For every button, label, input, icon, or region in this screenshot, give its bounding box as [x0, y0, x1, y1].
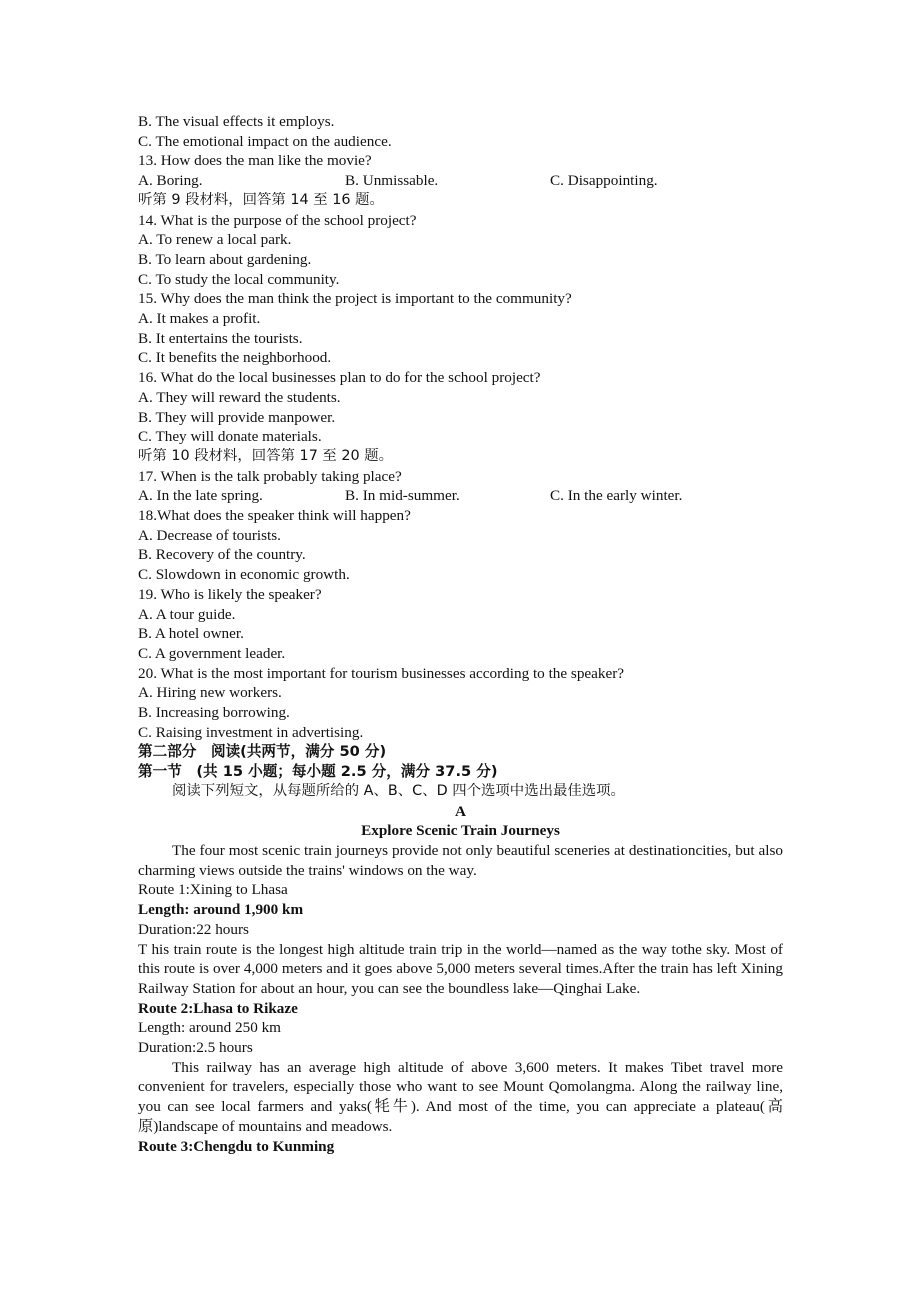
route-2-body: This railway has an average high altitude of above 3,600 meters. It makes Tibet travel more convenient for travelers, especially those who want to see Mount Qomolangma. Along the railway line, you can see local farmers and yaks(牦牛). And most of the time, you can appreciate a plateau(高原)landscape of mountains and meadows. — [138, 1058, 783, 1135]
option-15-c: C. It benefits the neighborhood. — [138, 349, 332, 367]
option-18-a: A. Decrease of tourists. — [138, 526, 281, 544]
question-stem-17: 17. When is the talk probably taking place? — [138, 467, 402, 485]
question-stem-14: 14. What is the purpose of the school project? — [138, 211, 417, 229]
option-14-b: B. To learn about gardening. — [138, 250, 312, 268]
part-two-heading: 第二部分 阅读(共两节，满分 50 分) — [138, 743, 387, 761]
passage-intro: The four most scenic train journeys provide not only beautiful sceneries at destinationcities, but also charming views outside the trains' windows on the way. — [138, 841, 783, 879]
exam-page-body — [138, 112, 783, 1156]
listening-direction-10: 听第 10 段材料，回答第 17 至 20 题。 — [138, 447, 394, 464]
option-14-a: A. To renew a local park. — [138, 231, 292, 249]
option-17-b: B. In mid-summer. — [345, 487, 460, 505]
option-20-b: B. Increasing borrowing. — [138, 704, 290, 722]
option-19-b: B. A hotel owner. — [138, 625, 244, 643]
question-stem-18: 18.What does the speaker think will happen? — [138, 507, 411, 525]
option-16-b: B. They will provide manpower. — [138, 408, 336, 426]
route-3-name: Route 3:Chengdu to Kunming — [138, 1137, 335, 1155]
route-2-length: Length: around 250 km — [138, 1019, 281, 1037]
option-13-b: B. Unmissable. — [345, 172, 439, 190]
route-1-name: Route 1:Xining to Lhasa — [138, 881, 288, 899]
option-15-b: B. It entertains the tourists. — [138, 329, 303, 347]
route-2-name: Route 2:Lhasa to Rikaze — [138, 999, 298, 1017]
question-stem-15: 15. Why does the man think the project is important to the community? — [138, 290, 572, 308]
option-line: C. The emotional impact on the audience. — [138, 132, 392, 150]
option-17-a: A. In the late spring. — [138, 487, 263, 505]
section-one-instruction: 阅读下列短文，从每题所给的 A、B、C、D 四个选项中选出最佳选项。 — [172, 782, 625, 799]
section-one-heading: 第一节 (共 15 小题；每小题 2.5 分，满分 37.5 分) — [138, 763, 498, 781]
option-14-c: C. To study the local community. — [138, 270, 340, 288]
option-18-c: C. Slowdown in economic growth. — [138, 566, 350, 584]
passage-title: Explore Scenic Train Journeys — [361, 822, 560, 840]
option-16-a: A. They will reward the students. — [138, 388, 341, 406]
option-row-13 — [138, 171, 783, 191]
route-1-duration: Duration:22 hours — [138, 920, 249, 938]
option-line: B. The visual effects it employs. — [138, 113, 335, 130]
option-20-c: C. Raising investment in advertising. — [138, 723, 364, 741]
question-stem-19: 19. Who is likely the speaker? — [138, 585, 322, 603]
route-1-length: Length: around 1,900 km — [138, 901, 304, 919]
question-stem-20: 20. What is the most important for tourism businesses according to the speaker? — [138, 664, 625, 682]
question-stem-13: 13. How does the man like the movie? — [138, 152, 372, 170]
option-13-c: C. Disappointing. — [550, 172, 658, 190]
route-2-duration: Duration:2.5 hours — [138, 1039, 253, 1057]
option-16-c: C. They will donate materials. — [138, 428, 322, 446]
option-17-c: C. In the early winter. — [550, 487, 683, 505]
option-20-a: A. Hiring new workers. — [138, 684, 282, 702]
passage-label-a: A — [455, 802, 466, 820]
option-row-17 — [138, 486, 783, 506]
option-13-a: A. Boring. — [138, 172, 203, 190]
route-1-body: T his train route is the longest high altitude train trip in the world—named as the way tothe sky. Most of this route is over 4,000 meters and it goes above 5,000 meters several times.After the train has left Xining Railway Station for about an hour, you can see the boundless lake—Qinghai Lake. — [138, 940, 783, 997]
option-19-c: C. A government leader. — [138, 644, 286, 662]
question-stem-16: 16. What do the local businesses plan to do for the school project? — [138, 369, 541, 387]
option-19-a: A. A tour guide. — [138, 605, 236, 623]
listening-direction-9: 听第 9 段材料，回答第 14 至 16 题。 — [138, 191, 384, 208]
option-18-b: B. Recovery of the country. — [138, 546, 306, 564]
option-15-a: A. It makes a profit. — [138, 310, 261, 328]
